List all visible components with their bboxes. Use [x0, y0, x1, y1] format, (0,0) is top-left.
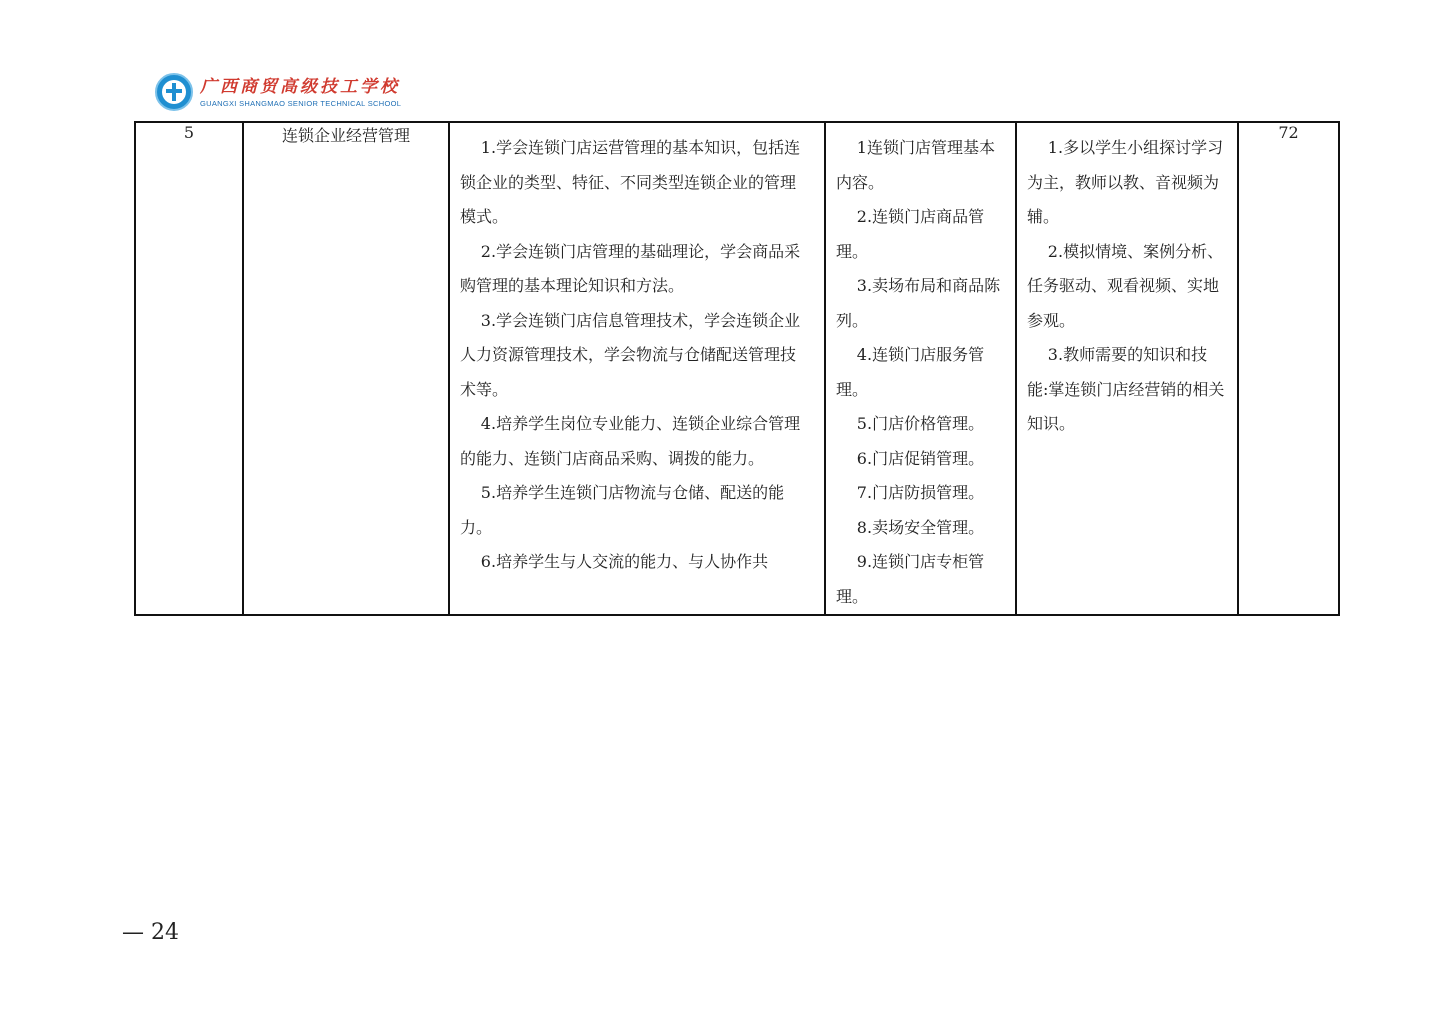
content-item: 8.卖场安全管理。 [856, 517, 985, 537]
school-emblem-icon [155, 73, 193, 111]
content-item: 2.连锁门店商品管理。 [836, 207, 985, 261]
course-name: 连锁企业经营管理 [243, 122, 449, 615]
teaching-item: 3.教师需要的知识和技能:掌连锁门店经营销的相关知识。 [1027, 345, 1225, 433]
row-number: 5 [135, 122, 243, 615]
content-item: 5.门店价格管理。 [856, 414, 985, 433]
content-item: 9.连锁门店专柜管理。 [836, 552, 985, 606]
content-item: 7.门店防损管理。 [856, 483, 985, 502]
school-name-en: GUANGXI SHANGMAO SENIOR TECHNICAL SCHOOL [200, 98, 402, 108]
class-hours: 72 [1238, 122, 1339, 615]
teaching-item: 2.模拟情境、案例分析、任务驱动、观看视频、实地参观。 [1027, 241, 1224, 330]
objective-item: 5.培养学生连锁门店物流与仓储、配送的能力。 [460, 483, 785, 537]
school-name-block [200, 77, 401, 108]
objective-item: 2.学会连锁门店管理的基础理论，学会商品采购管理的基本理论知识和方法。 [460, 241, 801, 295]
objective-item: 4.培养学生岗位专业能力、连锁企业综合管理的能力、连锁门店商品采购、调拨的能力。 [460, 414, 801, 468]
page-number: — 24 [122, 920, 179, 945]
table-row [135, 122, 1339, 615]
school-name-cn: 广西商贸高级技工学校 [200, 76, 400, 97]
teaching-item: 1.多以学生小组探讨学习为主，教师以教、音视频为辅。 [1027, 138, 1224, 226]
objectives-cell [449, 122, 825, 615]
objective-item: 3.学会连锁门店信息管理技术，学会连锁企业人力资源管理技术，学会物流与仓储配送管理技术等。 [460, 310, 801, 399]
content-item: 6.门店促销管理。 [856, 448, 985, 468]
course-table [134, 121, 1340, 616]
content-item: 1连锁门店管理基本内容。 [836, 138, 995, 192]
objective-item: 1.学会连锁门店运营管理的基本知识，包括连锁企业的类型、特征、不同类型连锁企业的管理模式。 [460, 138, 801, 226]
objective-item: 6.培养学生与人交流的能力、与人协作共 [480, 552, 769, 571]
content-item: 3.卖场布局和商品陈列。 [836, 276, 1001, 330]
school-logo [155, 73, 401, 111]
teaching-cell [1016, 122, 1238, 615]
content-cell [825, 122, 1016, 615]
content-item: 4.连锁门店服务管理。 [836, 345, 985, 399]
